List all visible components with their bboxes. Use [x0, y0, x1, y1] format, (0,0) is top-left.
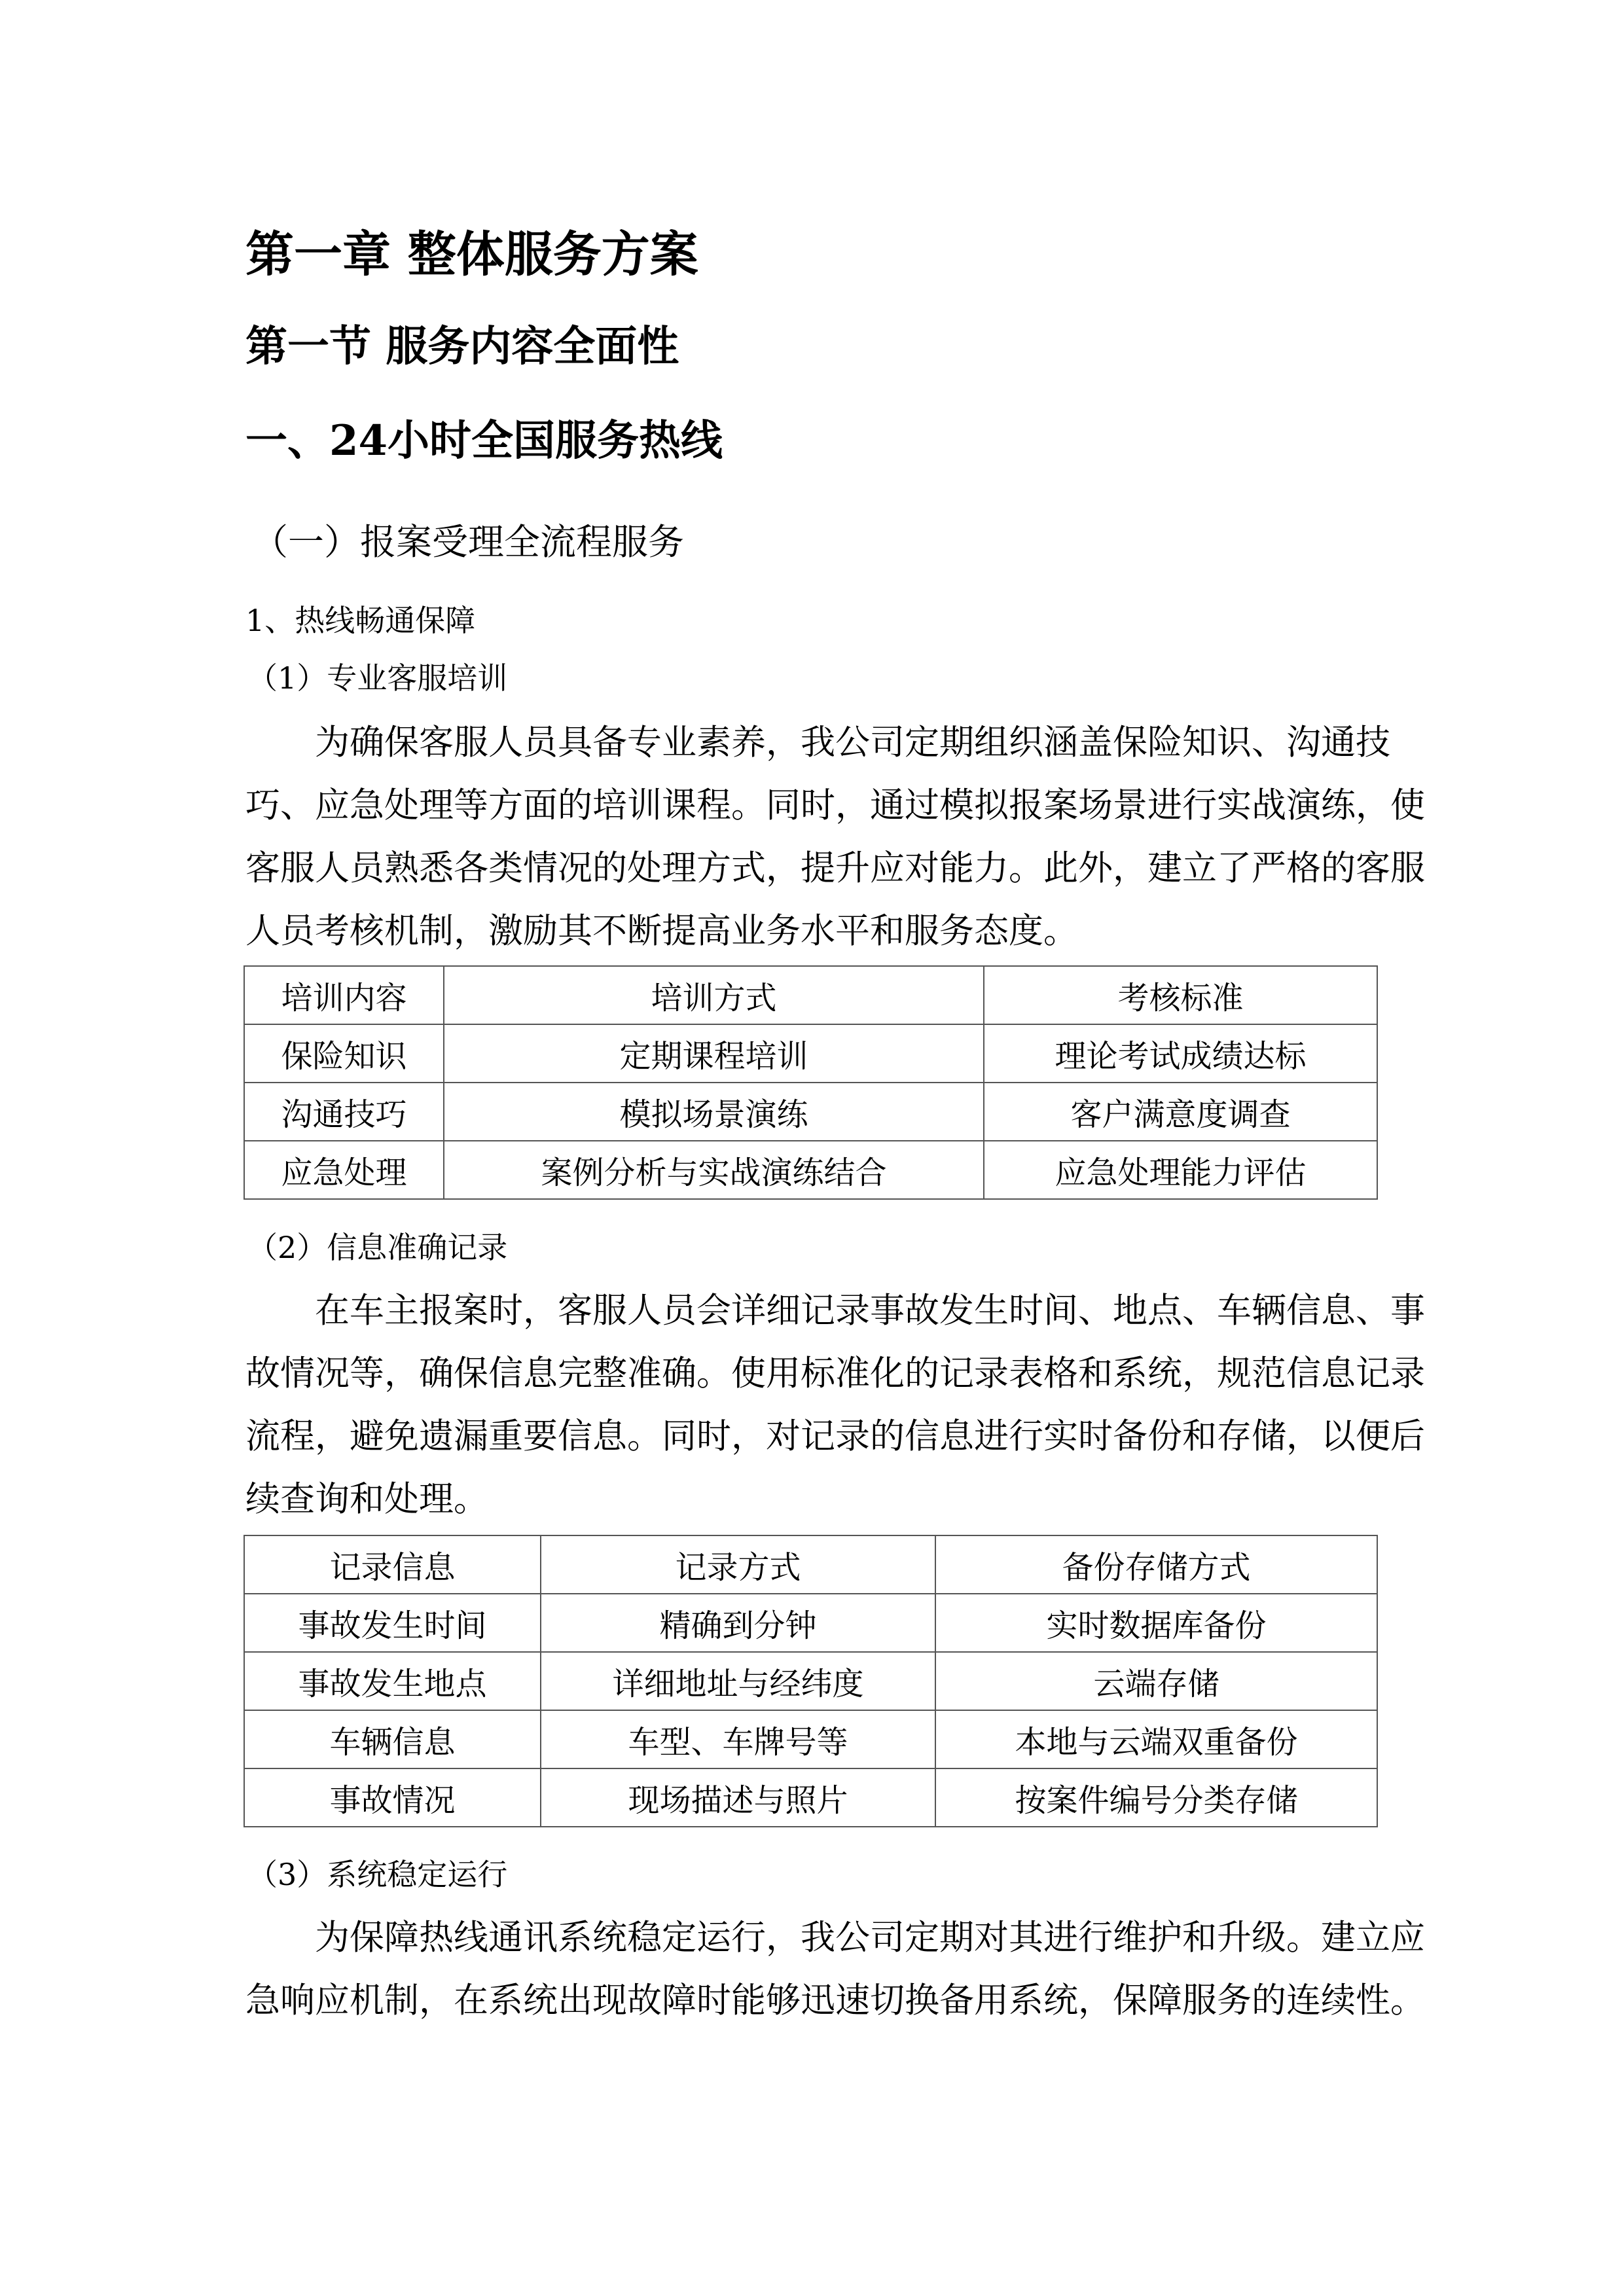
paragraph-recording	[245, 1280, 1425, 1531]
table-cell: 详细地址与经纬度	[541, 1652, 935, 1710]
paragraph-line: 急响应机制，在系统出现故障时能够迅速切换备用系统，保障服务的连续性。	[245, 1981, 1425, 2020]
table-row	[244, 1141, 1377, 1199]
table-header-cell: 备份存储方式	[935, 1535, 1377, 1594]
table-cell: 应急处理	[244, 1141, 444, 1199]
table-cell: 保险知识	[244, 1024, 444, 1083]
paragraph-line: 续查询和处理。	[245, 1479, 488, 1519]
table-row	[244, 1024, 1377, 1083]
part-title: （一）报案受理全流程服务	[252, 521, 685, 563]
paragraph-line: 在车主报案时，客服人员会详细记录事故发生时间、地点、车辆信息、事	[315, 1291, 1425, 1331]
table-cell: 车辆信息	[244, 1710, 541, 1768]
heading-system: （3）系统稳定运行	[247, 1857, 508, 1892]
table-cell: 云端存储	[935, 1652, 1377, 1710]
table-cell: 理论考试成绩达标	[984, 1024, 1377, 1083]
table-cell: 现场描述与照片	[541, 1768, 935, 1827]
table-cell: 实时数据库备份	[935, 1594, 1377, 1652]
table-cell: 事故发生时间	[244, 1594, 541, 1652]
table-header-row	[244, 1535, 1377, 1594]
table-cell: 案例分析与实战演练结合	[444, 1141, 984, 1199]
heading-recording: （2）信息准确记录	[247, 1230, 508, 1265]
table-header-cell: 培训内容	[244, 966, 444, 1024]
item-title: 1、热线畅通保障	[245, 603, 476, 638]
subsection-title: 一、24小时全国服务热线	[245, 416, 723, 465]
table-cell: 定期课程培训	[444, 1024, 984, 1083]
table-cell: 沟通技巧	[244, 1083, 444, 1141]
chapter-title: 第一章 整体服务方案	[245, 226, 698, 283]
table-cell: 精确到分钟	[541, 1594, 935, 1652]
table-row	[244, 1652, 1377, 1710]
table-cell: 车型、车牌号等	[541, 1710, 935, 1768]
paragraph-line: 为确保客服人员具备专业素养，我公司定期组织涵盖保险知识、沟通技	[315, 723, 1390, 762]
table-header-cell: 考核标准	[984, 966, 1377, 1024]
table-cell: 按案件编号分类存储	[935, 1768, 1377, 1827]
table-row	[244, 1083, 1377, 1141]
paragraph-line: 流程，避免遗漏重要信息。同时，对记录的信息进行实时备份和存储，以便后	[245, 1416, 1425, 1456]
table-row	[244, 1594, 1377, 1652]
table-header-cell: 记录信息	[244, 1535, 541, 1594]
recording-table	[244, 1535, 1378, 1827]
paragraph-line: 巧、应急处理等方面的培训课程。同时，通过模拟报案场景进行实战演练，使	[245, 785, 1425, 825]
paragraph-system	[245, 1907, 1425, 2032]
paragraph-training	[245, 711, 1425, 963]
table-cell: 应急处理能力评估	[984, 1141, 1377, 1199]
paragraph-line: 故情况等，确保信息完整准确。使用标准化的记录表格和系统，规范信息记录	[245, 1354, 1425, 1393]
table-row	[244, 1768, 1377, 1827]
table-header-cell: 培训方式	[444, 966, 984, 1024]
heading-training: （1）专业客服培训	[247, 660, 508, 696]
table-cell: 事故发生地点	[244, 1652, 541, 1710]
table-header-row	[244, 966, 1377, 1024]
paragraph-line: 为保障热线通讯系统稳定运行，我公司定期对其进行维护和升级。建立应	[315, 1918, 1425, 1958]
paragraph-line: 人员考核机制，激励其不断提高业务水平和服务态度。	[245, 911, 1078, 951]
table-cell: 事故情况	[244, 1768, 541, 1827]
table-row	[244, 1710, 1377, 1768]
table-header-cell: 记录方式	[541, 1535, 935, 1594]
table-cell: 客户满意度调查	[984, 1083, 1377, 1141]
table-cell: 本地与云端双重备份	[935, 1710, 1377, 1768]
paragraph-line: 客服人员熟悉各类情况的处理方式，提升应对能力。此外，建立了严格的客服	[245, 848, 1425, 888]
table-cell: 模拟场景演练	[444, 1083, 984, 1141]
training-table	[244, 965, 1378, 1200]
section-title: 第一节 服务内容全面性	[245, 322, 679, 371]
